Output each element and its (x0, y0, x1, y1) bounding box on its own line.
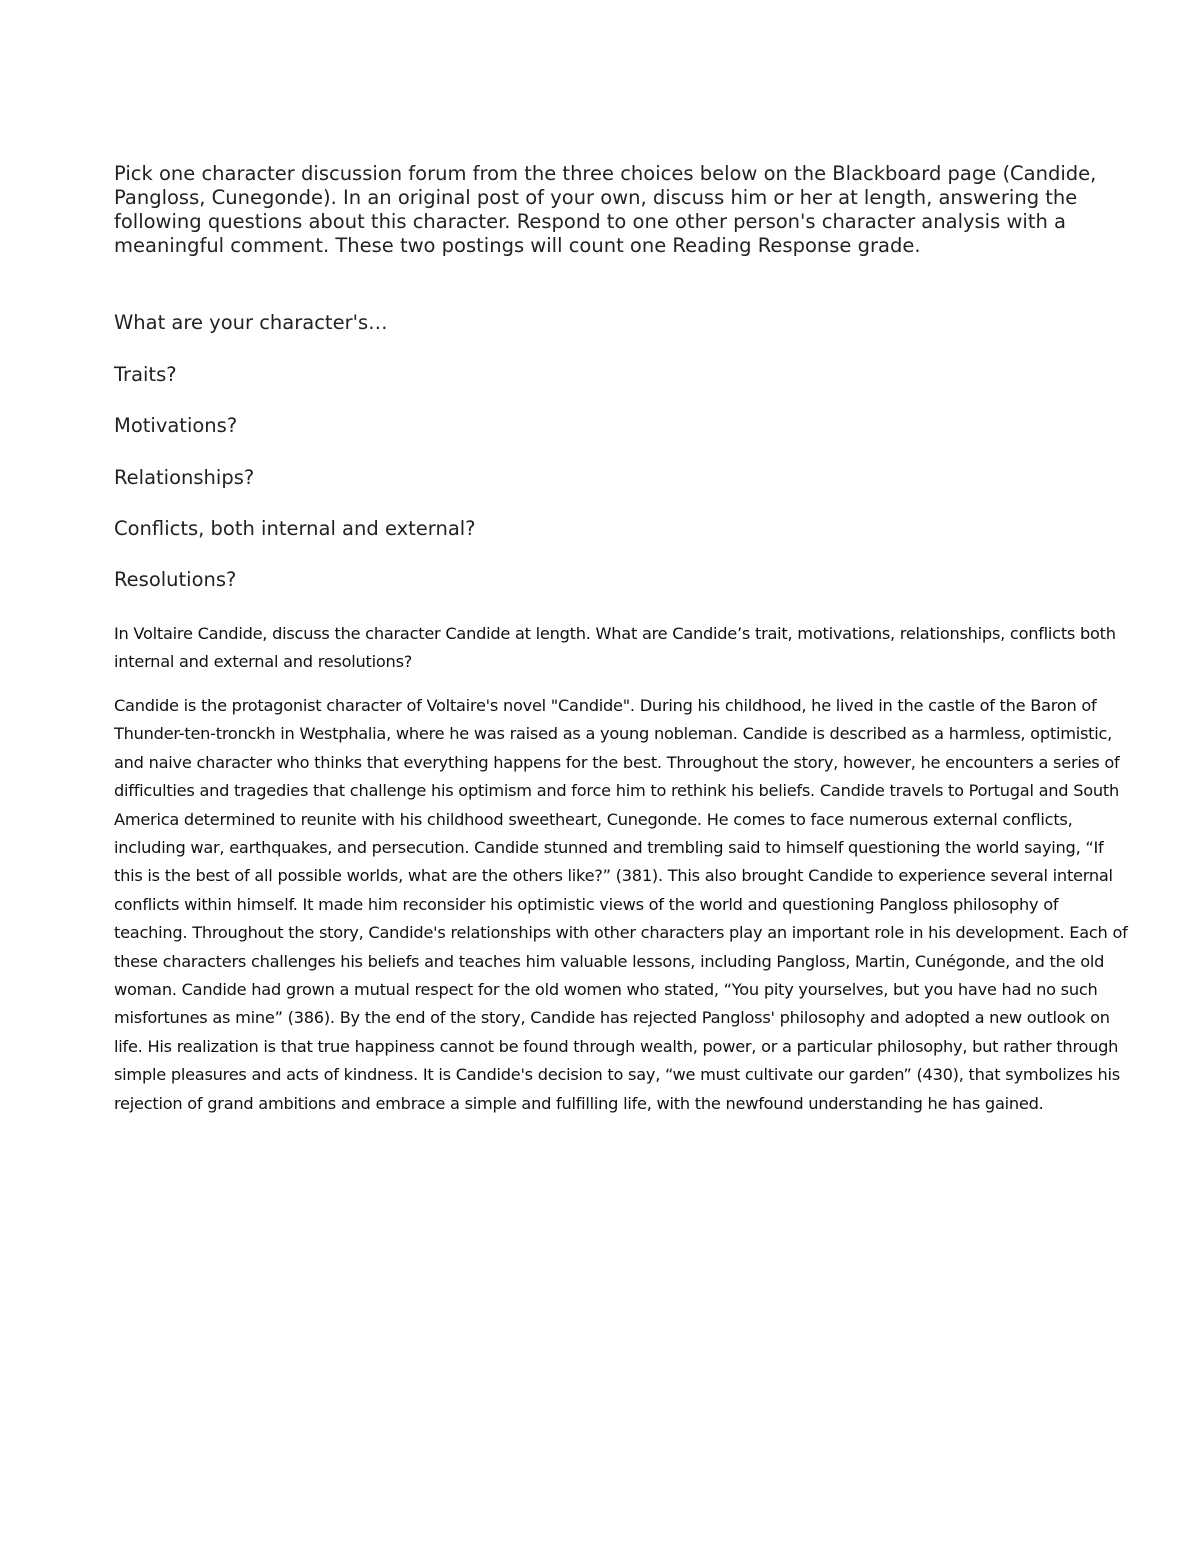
question-traits: Traits? (114, 363, 177, 386)
assignment-prompt: Pick one character discussion forum from the three choices below on the Blackboard page (Candide, Pangloss, Cunegonde). In an original post of your own, discuss him or her at length, answering the following questions about this character. Respond to one other person's character analysis with a meaningful comment. These two postings will count one Reading Response grade. (114, 162, 1097, 257)
question-conflicts: Conflicts, both internal and external? (114, 517, 476, 540)
question-motivations: Motivations? (114, 414, 238, 437)
question-relationships: Relationships? (114, 466, 255, 489)
question-resolutions: Resolutions? (114, 568, 237, 591)
essay-body: Candide is the protagonist character of Voltaire's novel "Candide". During his childhood, he lived in the castle of the Baron of Thunder-ten-tronckh in Westphalia, where he was raised as a young nobleman. Candide is described as a harmless, optimistic, and naive character who thinks that everything happens for the best. Throughout the story, however, he encounters a series of difficulties and tragedies that challenge his optimism and force him to rethink his beliefs. Candide travels to Portugal and South America determined to reunite with his childhood sweetheart, Cunegonde. He comes to face numerous external conflicts, including war, earthquakes, and persecution. Candide stunned and trembling said to himself questioning the world saying, “If this is the best of all possible worlds, what are the others like?” (381). This also brought Candide to experience several internal conflicts within himself. It made him reconsider his optimistic views of the world and questioning Pangloss philosophy of teaching. Throughout the story, Candide's relationships with other characters play an important role in his development. Each of these characters challenges his beliefs and teaches him valuable lessons, including Pangloss, Martin, Cunégonde, and the old woman. Candide had grown a mutual respect for the old women who stated, “You pity yourselves, but you have had no such misfortunes as mine” (386). By the end of the story, Candide has rejected Pangloss' philosophy and adopted a new outlook on life. His realization is that true happiness cannot be found through wealth, power, or a particular philosophy, but rather through simple pleasures and acts of kindness. It is Candide's decision to say, “we must cultivate our garden” (430), that symbolizes his rejection of grand ambitions and embrace a simple and fulfilling life, with the newfound understanding he has gained. (114, 696, 1128, 1113)
essay-assignment: In Voltaire Candide, discuss the character Candide at length. What are Candide’s trait, motivations, relationships, conflicts both internal and external and resolutions? (114, 624, 1116, 672)
question-intro: What are your character's… (114, 311, 388, 334)
